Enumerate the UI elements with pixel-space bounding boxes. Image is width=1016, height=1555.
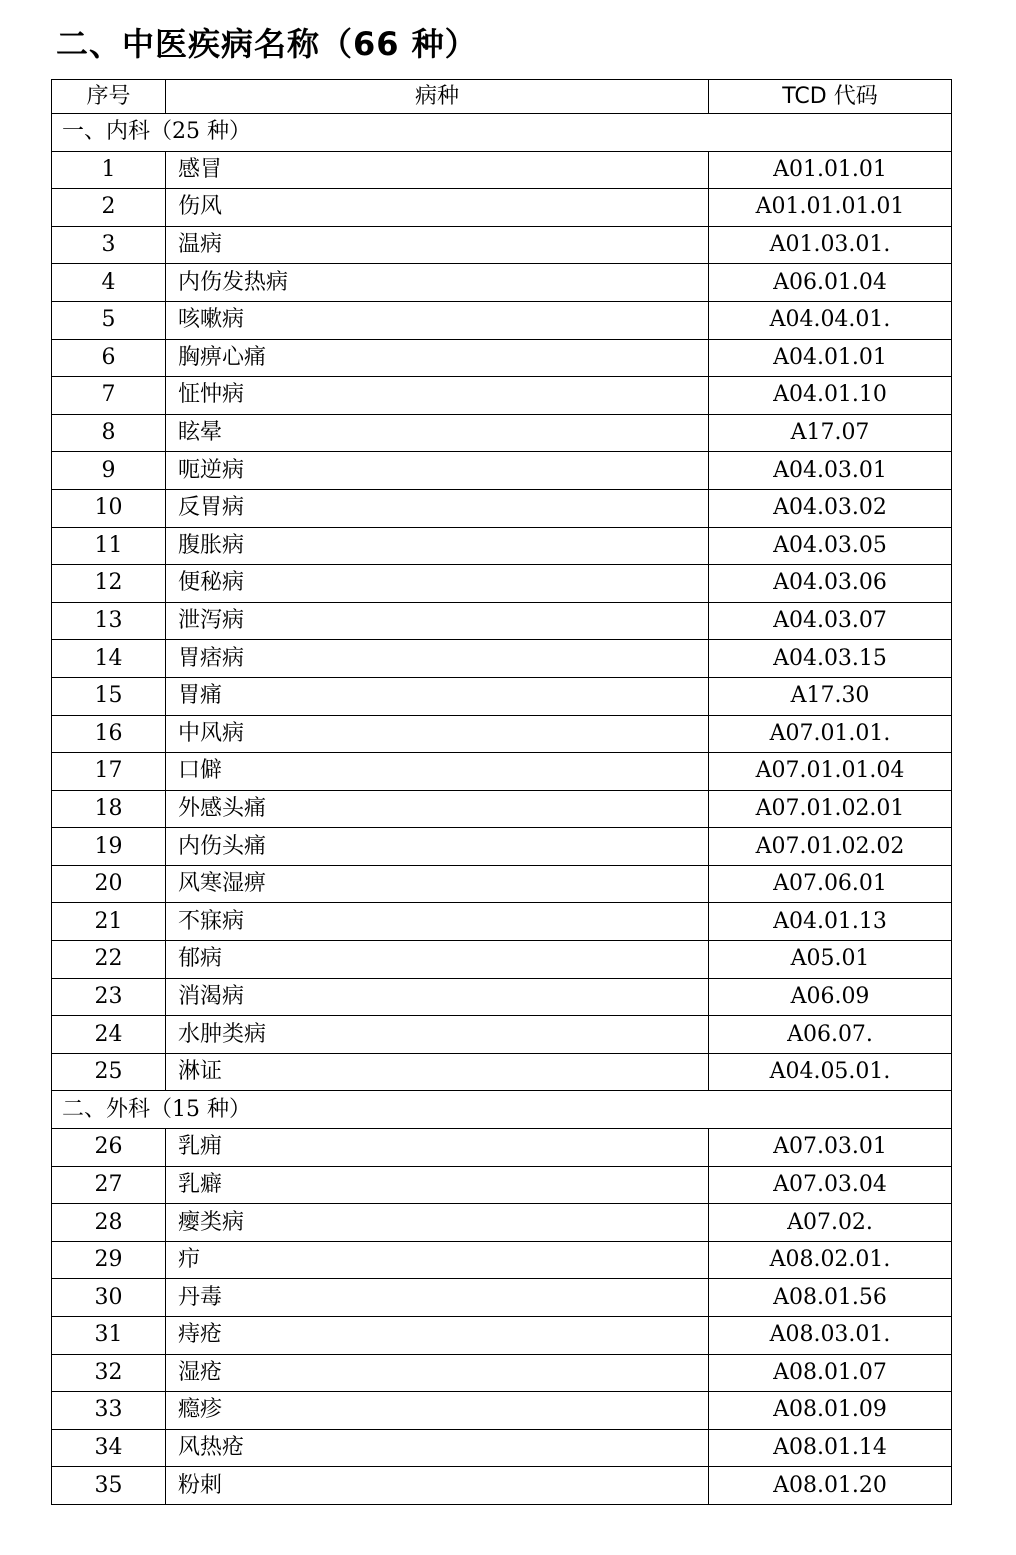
tcd-code-cell: A08.01.56 [709, 1279, 952, 1317]
tcd-code-cell: A04.03.05 [709, 527, 952, 565]
serial-number-cell: 29 [52, 1241, 166, 1279]
table-row [52, 677, 952, 715]
disease-name-cell: 乳癖 [166, 1166, 709, 1204]
disease-name-cell: 内伤头痛 [166, 828, 709, 866]
table-row [52, 941, 952, 979]
disease-name-cell: 消渴病 [166, 978, 709, 1016]
serial-number-cell: 23 [52, 978, 166, 1016]
table-row [52, 301, 952, 339]
tcd-code-cell: A06.07. [709, 1016, 952, 1054]
table-row [52, 1241, 952, 1279]
table-row [52, 1317, 952, 1355]
serial-number-cell: 2 [52, 189, 166, 227]
header-serial-number: 序号 [52, 80, 166, 114]
table-header-row [52, 80, 952, 114]
serial-number-cell: 21 [52, 903, 166, 941]
tcd-code-cell: A07.06.01 [709, 865, 952, 903]
tcd-code-cell: A08.01.07 [709, 1354, 952, 1392]
disease-name-cell: 郁病 [166, 941, 709, 979]
section-header-row [52, 1091, 952, 1129]
disease-name-cell: 粉刺 [166, 1467, 709, 1505]
disease-name-cell: 痔疮 [166, 1317, 709, 1355]
tcd-code-cell: A07.01.02.01 [709, 790, 952, 828]
disease-table [51, 79, 952, 1505]
table-row [52, 226, 952, 264]
header-tcd-code: TCD 代码 [709, 80, 952, 114]
table-row [52, 1204, 952, 1242]
disease-name-cell: 呃逆病 [166, 452, 709, 490]
tcd-code-cell: A07.01.01. [709, 715, 952, 753]
tcd-code-cell: A04.03.02 [709, 489, 952, 527]
tcd-code-cell: A04.05.01. [709, 1053, 952, 1091]
disease-name-cell: 水肿类病 [166, 1016, 709, 1054]
header-disease-type: 病种 [166, 80, 709, 114]
tcd-code-cell: A07.03.04 [709, 1166, 952, 1204]
serial-number-cell: 19 [52, 828, 166, 866]
disease-name-cell: 乳痈 [166, 1129, 709, 1167]
table-row [52, 1016, 952, 1054]
table-row [52, 715, 952, 753]
tcd-code-cell: A04.03.06 [709, 565, 952, 603]
serial-number-cell: 15 [52, 677, 166, 715]
tcd-code-cell: A01.01.01.01 [709, 189, 952, 227]
tcd-code-cell: A17.07 [709, 414, 952, 452]
disease-name-cell: 不寐病 [166, 903, 709, 941]
tcd-code-cell: A04.03.07 [709, 602, 952, 640]
tcd-code-cell: A04.01.10 [709, 377, 952, 415]
disease-name-cell: 咳嗽病 [166, 301, 709, 339]
serial-number-cell: 13 [52, 602, 166, 640]
table-row [52, 1279, 952, 1317]
serial-number-cell: 11 [52, 527, 166, 565]
tcd-code-cell: A01.01.01 [709, 151, 952, 189]
serial-number-cell: 24 [52, 1016, 166, 1054]
disease-name-cell: 反胃病 [166, 489, 709, 527]
tcd-code-cell: A05.01 [709, 941, 952, 979]
table-row [52, 1166, 952, 1204]
serial-number-cell: 7 [52, 377, 166, 415]
section-label: 一、内科（25 种） [52, 114, 952, 152]
tcd-code-cell: A08.03.01. [709, 1317, 952, 1355]
serial-number-cell: 14 [52, 640, 166, 678]
tcd-code-cell: A08.01.20 [709, 1467, 952, 1505]
tcd-code-cell: A07.01.02.02 [709, 828, 952, 866]
serial-number-cell: 32 [52, 1354, 166, 1392]
serial-number-cell: 35 [52, 1467, 166, 1505]
page-title: 二、中医疾病名称（66 种） [56, 25, 478, 63]
disease-name-cell: 便秘病 [166, 565, 709, 603]
disease-name-cell: 瘿类病 [166, 1204, 709, 1242]
tcd-code-cell: A04.01.13 [709, 903, 952, 941]
tcd-code-cell: A06.09 [709, 978, 952, 1016]
tcd-code-cell: A08.02.01. [709, 1241, 952, 1279]
disease-name-cell: 瘾疹 [166, 1392, 709, 1430]
table-row [52, 903, 952, 941]
table-row [52, 151, 952, 189]
serial-number-cell: 27 [52, 1166, 166, 1204]
serial-number-cell: 26 [52, 1129, 166, 1167]
table-row [52, 978, 952, 1016]
table-row [52, 377, 952, 415]
serial-number-cell: 17 [52, 753, 166, 791]
table-row [52, 489, 952, 527]
serial-number-cell: 5 [52, 301, 166, 339]
table-row [52, 1429, 952, 1467]
table-row [52, 602, 952, 640]
serial-number-cell: 4 [52, 264, 166, 302]
table-row [52, 790, 952, 828]
disease-name-cell: 风热疮 [166, 1429, 709, 1467]
table-row [52, 865, 952, 903]
section-header-row [52, 114, 952, 152]
table-row [52, 640, 952, 678]
disease-name-cell: 腹胀病 [166, 527, 709, 565]
table-row [52, 1053, 952, 1091]
tcd-code-cell: A07.03.01 [709, 1129, 952, 1167]
section-label: 二、外科（15 种） [52, 1091, 952, 1129]
disease-name-cell: 淋证 [166, 1053, 709, 1091]
serial-number-cell: 31 [52, 1317, 166, 1355]
table-row [52, 1467, 952, 1505]
disease-name-cell: 胸痹心痛 [166, 339, 709, 377]
table-row [52, 527, 952, 565]
table-row [52, 565, 952, 603]
disease-name-cell: 感冒 [166, 151, 709, 189]
disease-name-cell: 疖 [166, 1241, 709, 1279]
table-row [52, 264, 952, 302]
table-row [52, 1392, 952, 1430]
disease-name-cell: 泄泻病 [166, 602, 709, 640]
disease-name-cell: 风寒湿痹 [166, 865, 709, 903]
serial-number-cell: 25 [52, 1053, 166, 1091]
table-row [52, 189, 952, 227]
serial-number-cell: 8 [52, 414, 166, 452]
serial-number-cell: 12 [52, 565, 166, 603]
serial-number-cell: 34 [52, 1429, 166, 1467]
tcd-code-cell: A17.30 [709, 677, 952, 715]
table-row [52, 339, 952, 377]
serial-number-cell: 18 [52, 790, 166, 828]
table-row [52, 828, 952, 866]
serial-number-cell: 3 [52, 226, 166, 264]
serial-number-cell: 1 [52, 151, 166, 189]
serial-number-cell: 22 [52, 941, 166, 979]
table-row [52, 1354, 952, 1392]
disease-name-cell: 湿疮 [166, 1354, 709, 1392]
disease-name-cell: 胃痞病 [166, 640, 709, 678]
disease-name-cell: 内伤发热病 [166, 264, 709, 302]
tcd-code-cell: A07.02. [709, 1204, 952, 1242]
serial-number-cell: 16 [52, 715, 166, 753]
disease-name-cell: 怔忡病 [166, 377, 709, 415]
table-row [52, 452, 952, 490]
table-row [52, 414, 952, 452]
disease-name-cell: 丹毒 [166, 1279, 709, 1317]
disease-name-cell: 中风病 [166, 715, 709, 753]
serial-number-cell: 20 [52, 865, 166, 903]
disease-name-cell: 眩晕 [166, 414, 709, 452]
tcd-code-cell: A06.01.04 [709, 264, 952, 302]
serial-number-cell: 33 [52, 1392, 166, 1430]
serial-number-cell: 9 [52, 452, 166, 490]
table-row [52, 753, 952, 791]
serial-number-cell: 30 [52, 1279, 166, 1317]
tcd-code-cell: A04.03.15 [709, 640, 952, 678]
tcd-code-cell: A04.01.01 [709, 339, 952, 377]
tcd-code-cell: A08.01.14 [709, 1429, 952, 1467]
disease-name-cell: 伤风 [166, 189, 709, 227]
disease-name-cell: 外感头痛 [166, 790, 709, 828]
disease-name-cell: 口僻 [166, 753, 709, 791]
serial-number-cell: 10 [52, 489, 166, 527]
serial-number-cell: 28 [52, 1204, 166, 1242]
disease-name-cell: 温病 [166, 226, 709, 264]
tcd-code-cell: A01.03.01. [709, 226, 952, 264]
tcd-code-cell: A04.03.01 [709, 452, 952, 490]
tcd-code-cell: A07.01.01.04 [709, 753, 952, 791]
disease-name-cell: 胃痛 [166, 677, 709, 715]
serial-number-cell: 6 [52, 339, 166, 377]
table-row [52, 1129, 952, 1167]
tcd-code-cell: A08.01.09 [709, 1392, 952, 1430]
tcd-code-cell: A04.04.01. [709, 301, 952, 339]
